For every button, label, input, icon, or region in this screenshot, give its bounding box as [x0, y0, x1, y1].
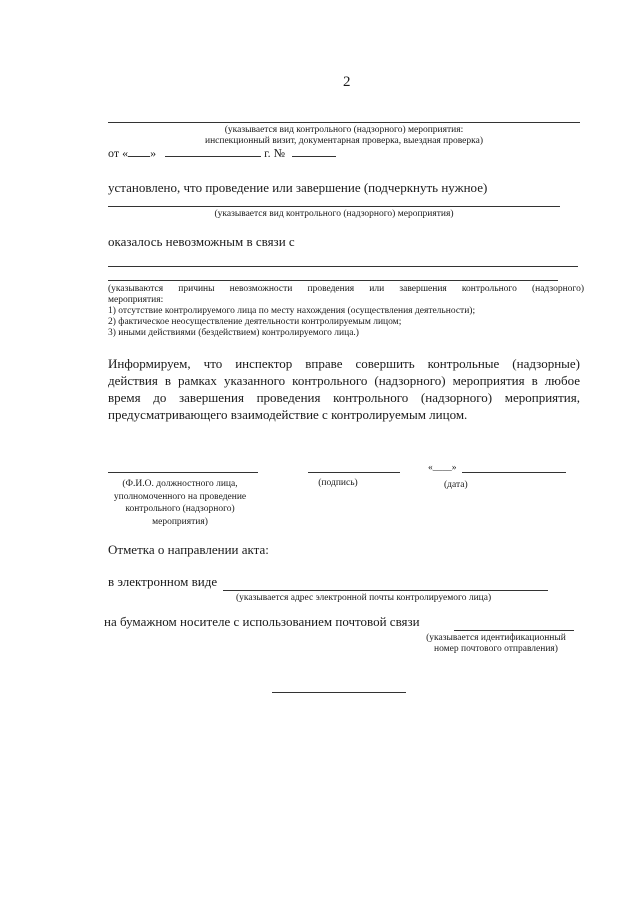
month-field[interactable] [165, 156, 261, 157]
tracking-caption-line2: номер почтового отправления) [434, 644, 558, 654]
day-field[interactable] [128, 156, 150, 157]
electronic-label: в электронном виде [108, 574, 218, 589]
page-number: 2 [343, 74, 351, 90]
official-caption-line1: (Ф.И.О. должностного лица, [122, 479, 238, 489]
official-caption-line3: контрольного (надзорного) [125, 504, 235, 514]
established-text: установлено, что проведение или завершение (подчеркнуть нужное) [108, 180, 488, 195]
official-caption-line4: мероприятия) [152, 516, 208, 527]
inform-line-2: действия в рамках указанного контрольного (надзорного) мероприятия в любое [108, 373, 580, 388]
year-number-label: г. № [264, 146, 286, 160]
reason-item: 1) отсутствие контролируемого лица по месту нахождения (осуществления деятельности); [108, 306, 476, 316]
inform-line-1: Информируем, что инспектор вправе совершить контрольные (надзорные) [108, 356, 580, 371]
inspection-kind-caption: (указывается вид контрольного (надзорного) мероприятия) [214, 209, 454, 219]
signature-line [308, 472, 400, 473]
inform-line-4: предусматривающего взаимодействие с контролируемым лицом. [108, 407, 468, 422]
official-name-line [108, 472, 258, 473]
email-caption: (указывается адрес электронной почты контролируемого лица) [236, 593, 492, 603]
official-caption [100, 478, 260, 528]
paper-label: на бумажном носителе с использованием почтовой связи [104, 614, 420, 629]
date-prefix: «____» [428, 463, 457, 473]
reason-line-2 [108, 280, 558, 281]
reasons-caption [108, 284, 584, 339]
reason-item: 3) иными действиями (бездействием) контролируемого лица.) [108, 328, 359, 338]
date-from-label: от « [108, 146, 129, 160]
inspection-type-caption-line1: (указывается вид контрольного (надзорного) мероприятия: [224, 125, 464, 135]
inspection-type-line [108, 122, 580, 123]
reason-item: 2) фактическое неосуществление деятельности контролируемым лицом; [108, 317, 402, 327]
closing-rule [272, 692, 406, 693]
official-caption-line2: уполномоченного на проведение [113, 491, 247, 502]
reasons-caption-line2: мероприятия: [108, 295, 164, 305]
delivery-title: Отметка о направлении акта: [108, 542, 269, 557]
date-line [462, 472, 566, 473]
inform-line-3: время до завершения проведения контрольного (надзорного) мероприятия, [108, 390, 580, 405]
inform-paragraph [108, 355, 580, 423]
inspection-type-caption-line2: инспекционный визит, документарная проверка, выездная проверка) [204, 136, 483, 146]
tracking-caption [412, 633, 580, 655]
tracking-caption-line1: (указывается идентификационный [426, 633, 566, 643]
email-line[interactable] [223, 590, 548, 591]
inspection-type-caption [108, 125, 580, 147]
signature-caption: (подпись) [318, 478, 358, 488]
reason-line-1 [108, 266, 578, 267]
tracking-number-line[interactable] [454, 630, 574, 631]
inspection-kind-line [108, 206, 560, 207]
date-caption: (дата) [444, 480, 468, 490]
date-number-row [108, 146, 336, 161]
reasons-caption-line1: (указываются причины невозможности проведения или завершения контрольного (надзорного) [108, 284, 584, 294]
quote-close: » [150, 146, 157, 160]
impossible-text: оказалось невозможным в связи с [108, 234, 295, 249]
act-number-field[interactable] [292, 156, 336, 157]
